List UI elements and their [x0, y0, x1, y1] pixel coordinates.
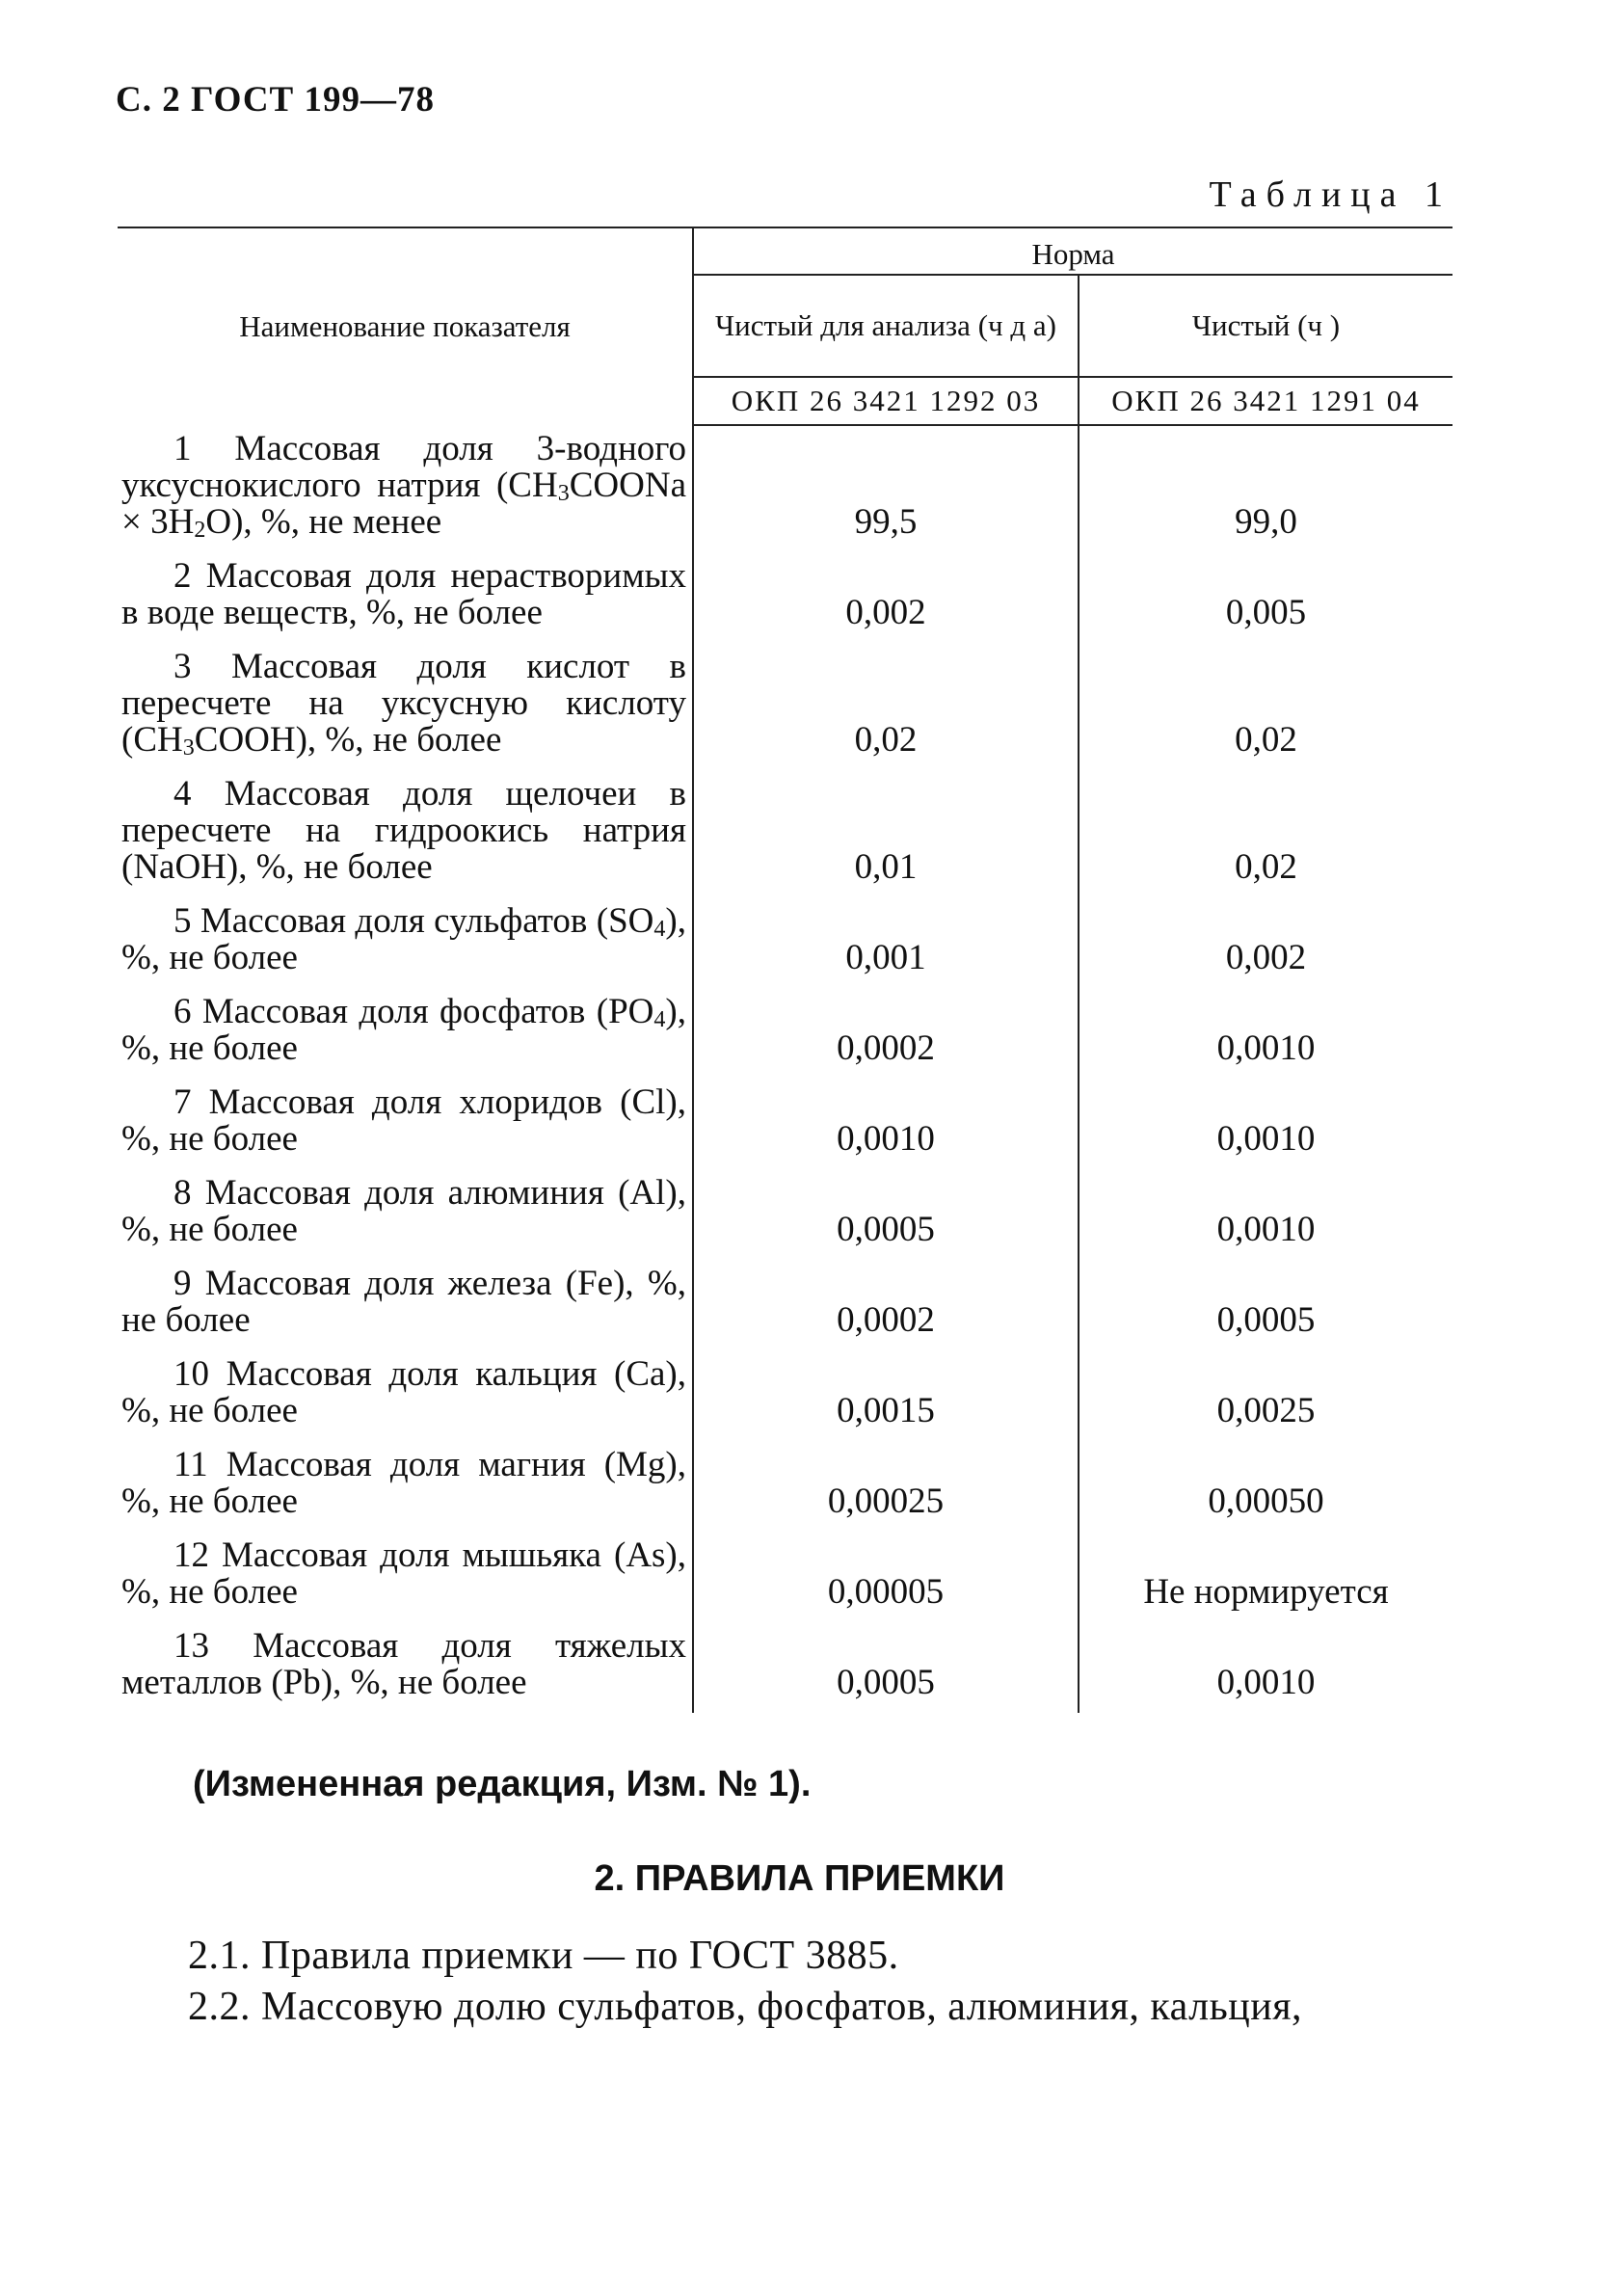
- row-text: ), %, не более: [121, 901, 686, 977]
- row-number: 12: [173, 1535, 209, 1575]
- row-number: 10: [173, 1354, 209, 1394]
- row-subscript: 3: [182, 735, 195, 761]
- value-grade-b: 0,0010: [1216, 1119, 1316, 1159]
- row-subscript: 3: [557, 481, 570, 506]
- row-indicator: [118, 1622, 693, 1713]
- value-grade-a: 0,0002: [693, 988, 1079, 1079]
- row-text: Массовая доля тяжелых металлов (Pb), %, не более: [121, 1626, 686, 1702]
- row-text: Массовая доля фосфатов (PO: [201, 992, 654, 1031]
- row-indicator: [118, 1350, 693, 1441]
- value-grade-a: 0,0005: [693, 1169, 1079, 1260]
- row-indicator: [118, 988, 693, 1079]
- paragraph-2-1: 2.1. Правила приемки — по ГОСТ 3885.: [188, 1934, 899, 1978]
- row-number: 8: [173, 1173, 192, 1213]
- column-header-norma: Норма: [693, 227, 1452, 275]
- row-indicator: [118, 1260, 693, 1350]
- value-grade-a: 0,0002: [693, 1260, 1079, 1350]
- value-grade-a: 0,0015: [693, 1350, 1079, 1441]
- row-subscript: 4: [653, 1007, 666, 1032]
- row-indicator: [118, 1441, 693, 1532]
- value-grade-b: 99,0: [1235, 502, 1297, 542]
- column-header-okp-b: ОКП 26 3421 1291 04: [1079, 377, 1452, 425]
- row-number: 2: [173, 556, 192, 596]
- row-text: Массовая доля хлоридов (Cl), %, не более: [121, 1082, 686, 1159]
- row-text: Массовая доля магния (Mg), %, не более: [121, 1445, 686, 1521]
- value-grade-b: 0,0010: [1216, 1663, 1316, 1702]
- row-text: O), %, не менее: [205, 502, 442, 542]
- value-grade-a: 0,00025: [693, 1441, 1079, 1532]
- table-caption: Таблица 1: [1209, 174, 1452, 215]
- column-header-name: Наименование показателя: [118, 227, 693, 425]
- table-row: [118, 770, 1452, 897]
- row-number: 6: [173, 992, 192, 1031]
- row-text: Массовая доля 3-водного уксуснокислого натрия (CH: [121, 429, 687, 505]
- row-text: COOH), %, не более: [194, 720, 502, 760]
- value-grade-b: 0,02: [1235, 847, 1297, 887]
- value-grade-a: 0,002: [693, 552, 1079, 643]
- row-text: Массовая доля щелочеи в пересчете на гидроокись натрия (NaOH), %, не более: [121, 774, 686, 887]
- value-grade-b: 0,00050: [1208, 1482, 1324, 1521]
- value-grade-a: 99,5: [693, 425, 1079, 552]
- value-grade-b: Не нормируется: [1143, 1572, 1389, 1612]
- table-row: [118, 1079, 1452, 1169]
- row-text: Массовая доля железа (Fe), %, не более: [121, 1264, 686, 1340]
- table-row: [118, 1260, 1452, 1350]
- section-title: 2. ПРАВИЛА ПРИЕМКИ: [594, 1858, 1005, 1899]
- column-header-grade-a: Чистый для анализа (ч д а): [693, 275, 1079, 377]
- row-text: Массовая доля мышьяка (As), %, не более: [121, 1535, 687, 1612]
- table-row: [118, 552, 1452, 643]
- value-grade-b: 0,002: [1225, 938, 1307, 977]
- value-grade-b: 0,0025: [1216, 1391, 1316, 1430]
- norms-table: [118, 227, 1452, 1713]
- row-indicator: [118, 552, 693, 643]
- row-number: 9: [173, 1264, 192, 1303]
- value-grade-a: 0,001: [693, 897, 1079, 988]
- row-text: Массовая доля кальция (Ca), %, не более: [121, 1354, 687, 1430]
- row-indicator: [118, 770, 693, 897]
- value-grade-a: 0,00005: [693, 1532, 1079, 1622]
- column-header-grade-b: Чистый (ч ): [1079, 275, 1452, 377]
- row-text: ), %, не более: [121, 992, 686, 1068]
- table-row: [118, 1441, 1452, 1532]
- value-grade-a: 0,0010: [693, 1079, 1079, 1169]
- row-number: 1: [173, 429, 192, 468]
- row-text: Массовая доля сульфатов (SO: [200, 901, 654, 941]
- row-number: 4: [173, 774, 192, 814]
- value-grade-b: 0,005: [1225, 593, 1307, 632]
- row-number: 5: [173, 901, 192, 941]
- paragraph-2-2: 2.2. Массовую долю сульфатов, фосфатов, алюминия, кальция,: [188, 1985, 1303, 2029]
- row-text: Массовая доля нерастворимых в воде веществ, %, не более: [121, 556, 686, 632]
- table-row: [118, 1169, 1452, 1260]
- table-row: [118, 1622, 1452, 1713]
- row-text: COONa × 3H: [121, 466, 686, 542]
- value-grade-b: 0,0010: [1216, 1028, 1316, 1068]
- row-indicator: [118, 1079, 693, 1169]
- table-row: [118, 643, 1452, 770]
- value-grade-b: 0,02: [1235, 720, 1297, 760]
- value-grade-b: 0,0005: [1216, 1300, 1316, 1340]
- table-body: [118, 425, 1452, 1713]
- page-header: С. 2 ГОСТ 199—78: [116, 80, 435, 120]
- value-grade-b: 0,0010: [1216, 1210, 1316, 1249]
- row-indicator: [118, 1532, 693, 1622]
- row-number: 11: [173, 1445, 208, 1484]
- row-indicator: [118, 425, 693, 552]
- row-number: 13: [173, 1626, 209, 1666]
- table-row: [118, 988, 1452, 1079]
- amendment-note: (Измененная редакция, Изм. № 1).: [193, 1764, 812, 1804]
- column-header-okp-a: ОКП 26 3421 1292 03: [693, 377, 1079, 425]
- table-row: [118, 1350, 1452, 1441]
- row-indicator: [118, 1169, 693, 1260]
- table-row: [118, 897, 1452, 988]
- table-row: [118, 425, 1452, 552]
- value-grade-a: 0,01: [693, 770, 1079, 897]
- row-text: Массовая доля алюминия (Al), %, не более: [121, 1173, 686, 1249]
- row-number: 7: [173, 1082, 192, 1122]
- value-grade-a: 0,0005: [693, 1622, 1079, 1713]
- row-indicator: [118, 897, 693, 988]
- row-indicator: [118, 643, 693, 770]
- row-number: 3: [173, 647, 192, 686]
- row-subscript: 4: [653, 917, 666, 942]
- value-grade-a: 0,02: [693, 643, 1079, 770]
- table-row: [118, 1532, 1452, 1622]
- row-subscript: 2: [194, 518, 206, 543]
- row-text: Массовая доля кислот в пересчете на уксусную кислоту (CH: [121, 647, 687, 760]
